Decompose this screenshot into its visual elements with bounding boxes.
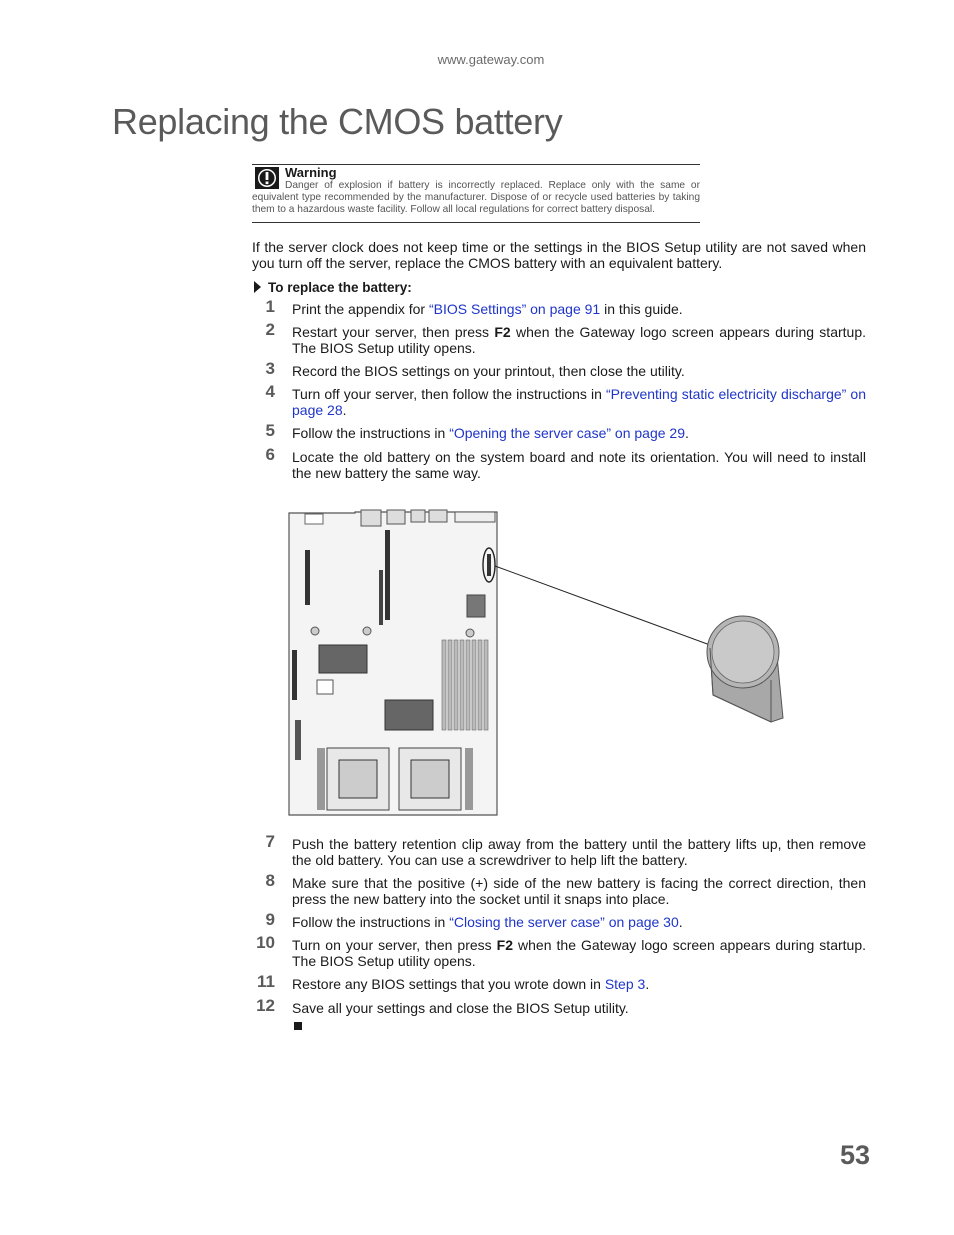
step-number: 9 <box>265 910 275 929</box>
step-number: 10 <box>256 933 275 952</box>
step-number: 11 <box>257 972 275 991</box>
warning-box <box>252 164 700 223</box>
step-text: . <box>342 401 347 418</box>
step-text: Follow the instructions in <box>292 425 450 441</box>
step-text: when the Gateway logo screen appears during startup. The BIOS Setup utility opens. <box>292 324 867 356</box>
step-text: Push the battery retention clip away from the battery until the battery lifts up, then remove the old battery. You can use a screwdriver to help lift the battery. <box>292 836 866 868</box>
step-text: Restore any BIOS settings that you wrote down in <box>292 976 605 992</box>
page-title: Replacing the CMOS battery <box>112 101 563 142</box>
step-number: 8 <box>265 871 275 890</box>
step-text: Turn off your server, then follow the instructions in <box>292 386 607 402</box>
step-number: 1 <box>265 297 275 316</box>
step-text: Restart your server, then press <box>292 324 495 340</box>
step-text: in this guide. <box>600 301 683 317</box>
procedure-title: To replace the battery: <box>268 280 412 295</box>
step-number: 5 <box>265 421 275 440</box>
step-number: 2 <box>265 320 275 339</box>
step-text: Save all your settings and close the BIOS Setup utility. <box>292 1000 629 1016</box>
step-text: Turn on your server, then press <box>292 937 497 953</box>
warning-icon <box>255 167 279 189</box>
link-closing-case[interactable]: “Closing the server case” on page 30 <box>449 914 679 930</box>
step-text: Follow the instructions in <box>292 914 450 930</box>
link-step-3[interactable]: Step 3 <box>604 976 646 992</box>
step-number: 3 <box>265 359 275 378</box>
step-text: Locate the old battery on the system board and note its orientation. You will need to install the new battery the same way. <box>292 449 866 481</box>
link-static-discharge[interactable]: “Preventing static electricity discharge” on page 28 <box>292 386 866 418</box>
system-board-illustration <box>287 500 798 822</box>
procedure-heading <box>252 280 412 295</box>
step-text: . <box>678 914 683 930</box>
intro-paragraph: If the server clock does not keep time or the settings in the BIOS Setup utility are not saved when you turn off the server, replace the CMOS battery with an equivalent battery. <box>252 239 866 271</box>
end-of-procedure-icon <box>294 1022 302 1030</box>
step-text: . <box>685 425 689 441</box>
step-text: Make sure that the positive (+) side of the new battery is facing the correct direction, then press the new battery into the socket until it snaps into place. <box>292 875 866 907</box>
link-bios-settings[interactable]: “BIOS Settings” on page 91 <box>428 301 601 317</box>
warning-text: Danger of explosion if battery is incorrectly replaced. Replace only with the same or equivalent type recommended by the manufacturer. Dispose of or recycle used batteries by taking them to a hazardous waste facility. Follow all local regulations for correct battery disposal. <box>252 180 700 215</box>
warning-heading: Warning <box>285 165 337 180</box>
step-number: 6 <box>265 445 275 464</box>
step-number: 4 <box>265 382 275 401</box>
triangle-bullet-icon <box>254 281 261 293</box>
key-f2: F2 <box>494 324 511 340</box>
page-number: 53 <box>839 1140 870 1170</box>
step-text: when the Gateway logo screen appears during startup. The BIOS Setup utility opens. <box>292 937 866 969</box>
key-f2: F2 <box>496 937 514 953</box>
link-opening-case[interactable]: “Opening the server case” on page 29 <box>449 425 685 441</box>
step-text: . <box>645 976 650 992</box>
step-number: 12 <box>256 996 275 1015</box>
step-text: Print the appendix for <box>292 301 429 317</box>
site-url: www.gateway.com <box>437 52 545 67</box>
step-text: Record the BIOS settings on your printout, then close the utility. <box>292 363 685 379</box>
step-number: 7 <box>265 832 275 851</box>
